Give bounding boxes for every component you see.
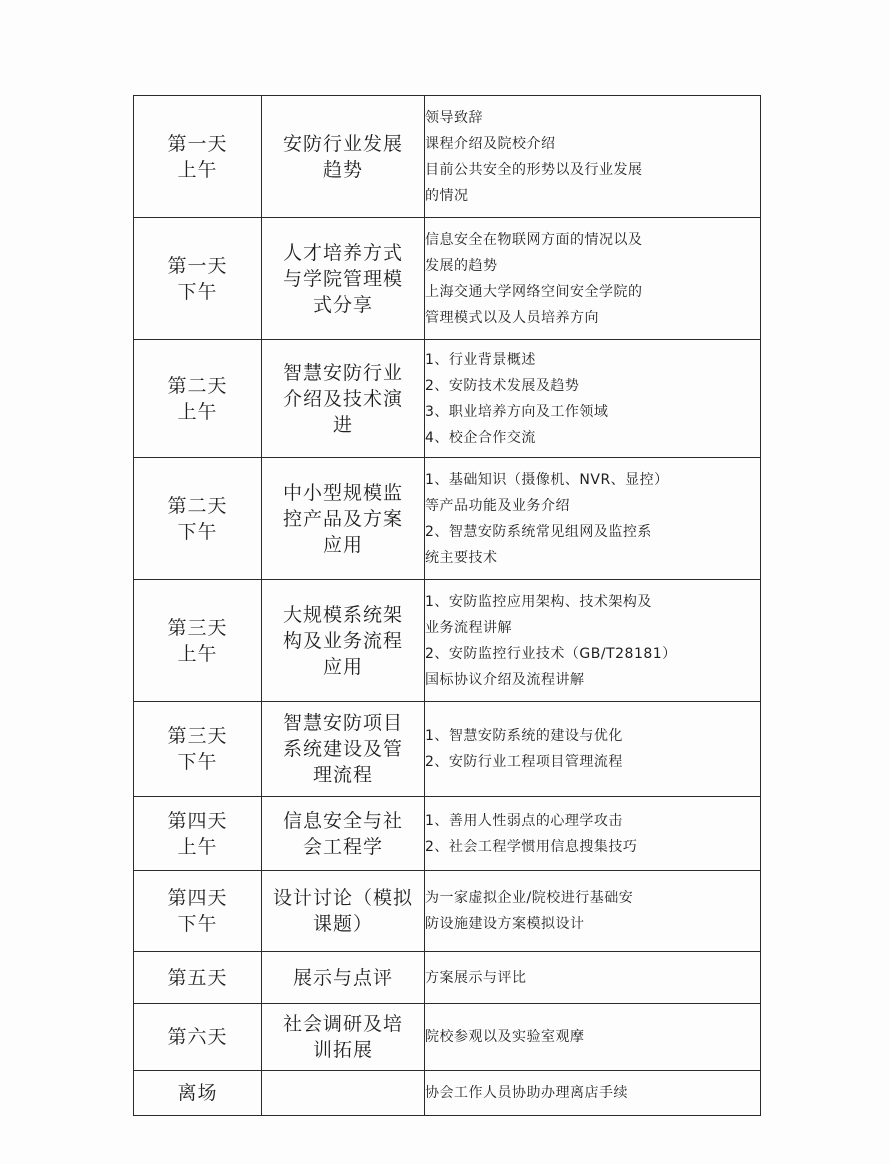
content-cell [425, 702, 761, 797]
day-cell [134, 580, 262, 702]
day-text: 上午 [177, 642, 218, 665]
topic-text: 智慧安防行业 [282, 361, 403, 384]
topic-text: 社会调研及培 [282, 1013, 403, 1035]
topic-text: 趋势 [322, 158, 363, 181]
topic-text: 信息安全与社 [282, 809, 403, 832]
day-text: 上午 [177, 400, 218, 423]
topic-cell [262, 797, 425, 871]
topic-text: 展示与点评 [292, 966, 393, 989]
topic-cell [262, 871, 425, 952]
topic-cell-empty [262, 1071, 425, 1116]
content-text: 防设施建设方案模拟设计 [425, 916, 585, 932]
content-cell [425, 458, 761, 580]
topic-cell [262, 580, 425, 702]
topic-text: 进 [332, 413, 353, 436]
table-row [134, 952, 761, 1004]
day-text: 第一天 [167, 132, 228, 155]
topic-text: 课题） [312, 913, 373, 935]
content-text: 2、社会工程学惯用信息搜集技巧 [425, 838, 638, 855]
table-row [134, 871, 761, 952]
topic-text: 中小型规模监 [282, 481, 403, 504]
topic-text: 训拓展 [312, 1039, 373, 1061]
content-cell [425, 96, 761, 218]
topic-text: 智慧安防项目 [282, 712, 403, 734]
topic-cell [262, 96, 425, 218]
content-text: 方案展示与评比 [425, 969, 527, 986]
content-text: 等产品功能及业务介绍 [425, 497, 570, 514]
day-cell [134, 871, 262, 952]
content-text: 信息安全在物联网方面的情况以及 [425, 231, 643, 248]
content-text: 3、职业培养方向及工作领域 [425, 403, 609, 420]
content-cell [425, 580, 761, 702]
day-text: 上午 [177, 158, 218, 181]
day-text: 第一天 [167, 254, 228, 277]
day-cell [134, 218, 262, 340]
topic-text: 人才培养方式 [282, 241, 403, 264]
topic-text: 理流程 [312, 764, 373, 786]
topic-text: 系统建设及管 [282, 738, 403, 760]
content-text: 为一家虚拟企业/院校进行基础安 [425, 890, 634, 906]
content-text: 的情况 [425, 187, 469, 204]
content-text: 2、安防行业工程项目管理流程 [425, 754, 623, 770]
topic-cell [262, 458, 425, 580]
content-text: 4、校企合作交流 [425, 429, 536, 446]
topic-cell [262, 702, 425, 797]
day-text: 下午 [177, 913, 218, 935]
topic-text: 介绍及技术演 [282, 387, 403, 410]
table-row [134, 580, 761, 702]
table-row [134, 1071, 761, 1116]
day-text: 第四天 [167, 887, 228, 909]
content-text: 目前公共安全的形势以及行业发展 [425, 161, 643, 178]
topic-text: 大规模系统架 [282, 603, 403, 626]
day-text: 下午 [177, 520, 218, 543]
day-text: 下午 [177, 751, 218, 773]
content-text: 课程介绍及院校介绍 [425, 135, 556, 152]
topic-text: 构及业务流程 [282, 629, 403, 652]
content-text: 国标协议介绍及流程讲解 [425, 671, 585, 688]
topic-text: 应用 [322, 533, 363, 556]
day-cell [134, 1071, 262, 1116]
content-text: 1、善用人性弱点的心理学攻击 [425, 812, 623, 829]
table-row [134, 1004, 761, 1071]
day-cell [134, 340, 262, 458]
training-schedule-table [133, 95, 761, 1116]
schedule-body [134, 96, 761, 1116]
day-cell [134, 96, 262, 218]
content-text: 管理模式以及人员培养方向 [425, 309, 599, 326]
day-text: 第二天 [167, 494, 228, 517]
topic-text: 控产品及方案 [282, 507, 403, 530]
content-cell [425, 952, 761, 1004]
topic-cell [262, 218, 425, 340]
day-text: 第五天 [167, 966, 228, 989]
content-text: 统主要技术 [425, 549, 498, 566]
content-text: 院校参观以及实验室观摩 [425, 1029, 585, 1045]
content-text: 业务流程讲解 [425, 619, 512, 636]
content-text: 2、安防技术发展及趋势 [425, 377, 580, 394]
table-row [134, 96, 761, 218]
day-text: 第六天 [167, 1026, 228, 1048]
content-cell [425, 1004, 761, 1071]
table-row [134, 702, 761, 797]
topic-text: 设计讨论（模拟 [272, 887, 413, 909]
day-cell [134, 797, 262, 871]
table-row [134, 797, 761, 871]
day-cell [134, 458, 262, 580]
topic-cell [262, 340, 425, 458]
content-text: 1、安防监控应用架构、技术架构及 [425, 593, 652, 610]
day-cell [134, 702, 262, 797]
content-cell [425, 340, 761, 458]
content-cell [425, 871, 761, 952]
content-text: 领导致辞 [425, 109, 483, 126]
content-text: 1、行业背景概述 [425, 351, 536, 368]
table-row [134, 218, 761, 340]
topic-text: 与学院管理模 [282, 267, 403, 290]
day-text: 下午 [177, 280, 218, 303]
content-text: 1、智慧安防系统的建设与优化 [425, 728, 623, 744]
content-text: 1、基础知识（摄像机、NVR、显控） [425, 471, 669, 488]
day-cell [134, 952, 262, 1004]
topic-cell [262, 1004, 425, 1071]
topic-text: 应用 [322, 655, 363, 678]
content-text: 协会工作人员协助办理离店手续 [425, 1085, 628, 1101]
content-cell [425, 218, 761, 340]
content-text: 2、安防监控行业技术（GB/T28181） [425, 645, 677, 662]
day-text: 第二天 [167, 374, 228, 397]
day-text: 第三天 [167, 616, 228, 639]
day-text: 第四天 [167, 809, 228, 832]
day-cell [134, 1004, 262, 1071]
table-row [134, 458, 761, 580]
table-row [134, 340, 761, 458]
topic-text: 安防行业发展 [282, 132, 403, 155]
topic-text: 会工程学 [302, 835, 383, 858]
content-cell [425, 797, 761, 871]
topic-cell [262, 952, 425, 1004]
content-text: 2、智慧安防系统常见组网及监控系 [425, 523, 652, 540]
content-text: 上海交通大学网络空间安全学院的 [425, 283, 643, 300]
content-text: 发展的趋势 [425, 257, 498, 274]
day-text: 上午 [177, 835, 218, 858]
day-text: 第三天 [167, 725, 228, 747]
content-cell [425, 1071, 761, 1116]
day-text: 离场 [177, 1082, 218, 1104]
topic-text: 式分享 [312, 293, 373, 316]
